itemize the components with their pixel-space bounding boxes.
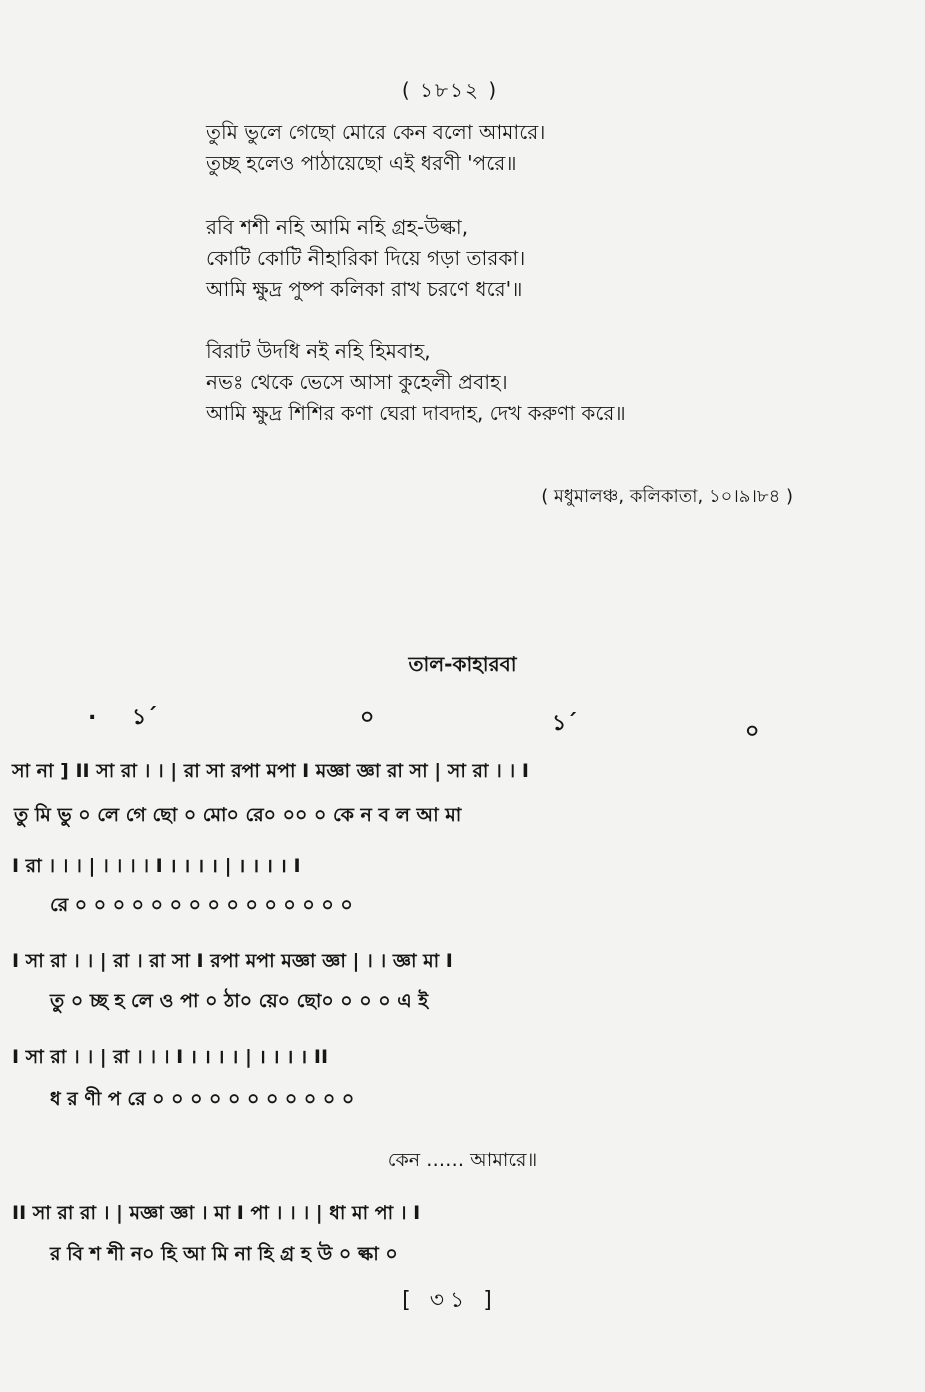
stanza-3 <box>206 336 626 429</box>
song-number: ( ১৮১২ ) <box>401 78 499 102</box>
tala-heading: তাল-কাহারবা <box>408 652 517 676</box>
beat-mark: ০ <box>745 719 760 744</box>
swara-row: I রা । । । | । । । । I । । । । | । । । । I <box>12 855 301 877</box>
swara-row: I সা রা । । | রা । । । I । । । । | । । । । II <box>12 1046 329 1068</box>
lyric-row: তু মি ভু ০ লে গে ছো ০ মো০ রে০ ০০ ০ কে ন ব ল আ মা <box>14 804 462 826</box>
refrain-cue: কেন …… আমারে॥ <box>387 1149 538 1171</box>
lyric-line: তুচ্ছ হলেও পাঠায়েছো এই ধরণী 'পরে॥ <box>206 151 517 175</box>
beat-mark: ১´ <box>132 705 158 730</box>
beat-mark: ০ <box>360 705 375 730</box>
swara-row: সা না ] II সা রা । । | রা সা রপা মপা I মজ্ঞা জ্ঞা রা সা | সা রা । । I <box>12 760 529 782</box>
lyric-line: তুমি ভুলে গেছো মোরে কেন বলো আমারে। <box>206 120 546 144</box>
lyric-row: রে ০ ০ ০ ০ ০ ০ ০ ০ ০ ০ ০ ০ ০ ০ ০ <box>50 894 353 916</box>
lyric-line: বিরাট উদধি নই নহি হিমবাহ, <box>206 339 431 363</box>
source-citation: ( মধুমালঞ্চ, কলিকাতা, ১০।৯।৮৪ ) <box>541 486 793 507</box>
swara-row: I সা রা । । | রা । রা সা I রপা মপা মজ্ঞা জ্ঞা | । । জ্ঞা মা I <box>12 950 453 972</box>
lyric-row: ধ র ণী প রে ০ ০ ০ ০ ০ ০ ০ ০ ০ ০ ০ <box>50 1088 355 1110</box>
lyric-line: রবি শশী নহি আমি নহি গ্রহ-উল্কা, <box>206 215 469 239</box>
stanza-2 <box>206 212 525 305</box>
lyric-line: আমি ক্ষুদ্র পুষ্প কলিকা রাখ চরণে ধরে'॥ <box>206 277 523 301</box>
swara-row: II সা রা রা । | মজ্ঞা জ্ঞা । মা I পা । । । | ধা মা পা । I <box>12 1202 421 1224</box>
stanza-1 <box>206 117 545 179</box>
lyric-line: নভঃ থেকে ভেসে আসা কুহেলী প্রবাহ। <box>206 370 508 394</box>
lyric-row: তু ০ চ্ছ হ লে ও পা ০ ঠা০ য়ে০ ছো০ ০ ০ ০ এ ই <box>50 990 429 1012</box>
lyric-line: আমি ক্ষুদ্র শিশির কণা ঘেরা দাবদাহ, দেখ করুণা করে॥ <box>206 401 626 425</box>
lyric-row: র বি শ শী ন০ হি আ মি না হি গ্র হ উ ০ ল্কা ০ <box>50 1243 398 1265</box>
beat-mark: . <box>88 700 97 725</box>
beat-mark: ১´ <box>552 711 578 736</box>
lyric-line: কোটি কোটি নীহারিকা দিয়ে গড়া তারকা। <box>206 246 526 270</box>
page-number: [ ৩১ ] <box>402 1288 498 1313</box>
